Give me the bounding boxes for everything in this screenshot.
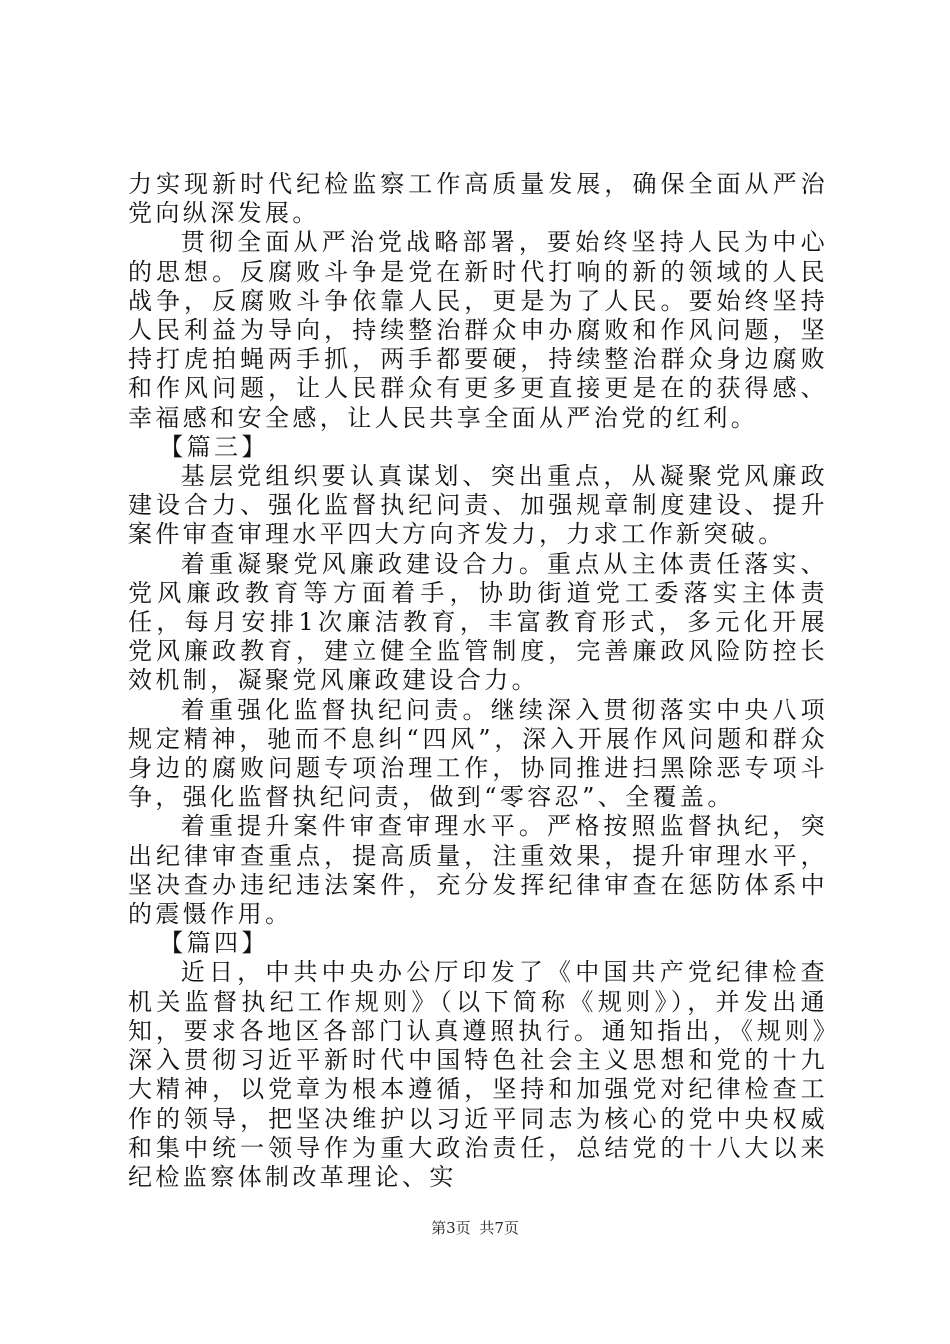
paragraph: 基层党组织要认真谋划、突出重点，从凝聚党风廉政建设合力、强化监督执纪问责、加强规章制度建设、提升案件审查审理水平四大方向齐发力，力求工作新突破。 bbox=[128, 462, 828, 549]
paragraph: 着重提升案件审查审理水平。严格按照监督执纪，突出纪律审查重点，提高质量，注重效果，提升审理水平，坚决查办违纪违法案件，充分发挥纪律审查在惩防体系中的震慑作用。 bbox=[128, 812, 828, 929]
paragraph: 着重凝聚党风廉政建设合力。重点从主体责任落实、党风廉政教育等方面着手，协助街道党工委落实主体责任，每月安排1次廉洁教育，丰富教育形式，多元化开展党风廉政教育，建立健全监管制度，完善廉政风险防控长效机制，凝聚党风廉政建设合力。 bbox=[128, 549, 828, 695]
section-heading-4: 【篇四】 bbox=[159, 929, 269, 958]
document-body bbox=[128, 170, 828, 1192]
page-footer bbox=[0, 1217, 950, 1238]
paragraph-continuation: 力实现新时代纪检监察工作高质量发展，确保全面从严治党向纵深发展。 bbox=[128, 170, 828, 228]
paragraph: 着重强化监督执纪问责。继续深入贯彻落实中央八项规定精神，驰而不息纠“四风”，深入开展作风问题和群众身边的腐败问题专项治理工作，协同推进扫黑除恶专项斗争，强化监督执纪问责，做到“零容忍”、全覆盖。 bbox=[128, 695, 828, 812]
paragraph: 贯彻全面从严治党战略部署，要始终坚持人民为中心的思想。反腐败斗争是党在新时代打响的新的领域的人民战争，反腐败斗争依靠人民，更是为了人民。要始终坚持人民利益为导向，持续整治群众申办腐败和作风问题，坚持打虎拍蝇两手抓，两手都要硬，持续整治群众身边腐败和作风问题，让人民群众有更多更直接更是在的获得感、幸福感和安全感，让人民共享全面从严治党的红利。 bbox=[128, 228, 828, 432]
page-total: 共7页 bbox=[479, 1219, 519, 1237]
section-heading-3: 【篇三】 bbox=[159, 432, 269, 461]
page-number: 第3页 bbox=[431, 1219, 471, 1237]
paragraph: 近日，中共中央办公厅印发了《中国共产党纪律检查机关监督执纪工作规则》（以下简称《规则》），并发出通知，要求各地区各部门认真遵照执行。通知指出，《规则》深入贯彻习近平新时代中国特色社会主义思想和党的十九大精神，以党章为根本遵循，坚持和加强党对纪律检查工作的领导，把坚决维护以习近平同志为核心的党中央权威和集中统一领导作为重大政治责任，总结党的十八大以来纪检监察体制改革理论、实 bbox=[128, 958, 828, 1191]
